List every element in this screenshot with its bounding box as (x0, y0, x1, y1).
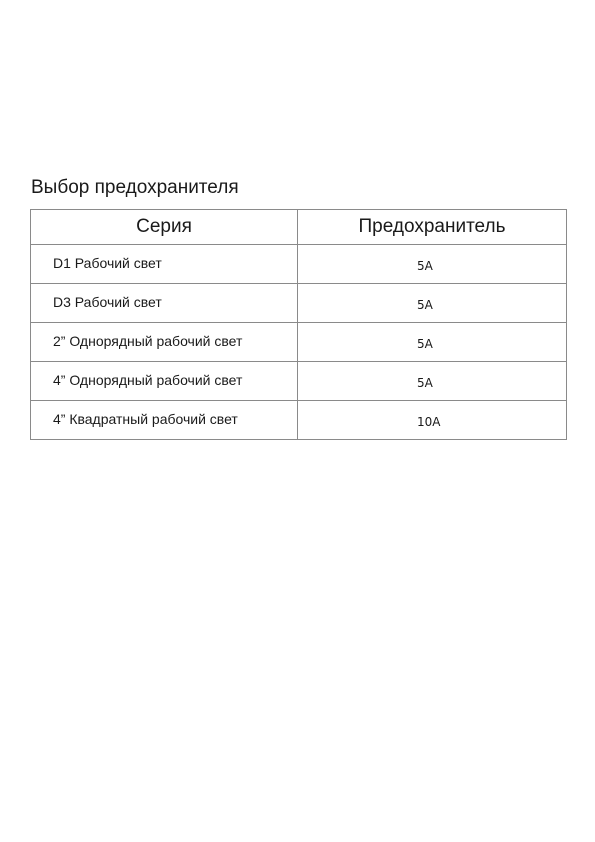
series-cell: 2” Однорядный рабочий свет (31, 323, 298, 362)
series-cell: 4” Однорядный рабочий свет (31, 362, 298, 401)
fuse-selection-table (30, 209, 567, 440)
table-row (31, 401, 567, 440)
fuse-cell: 5A (298, 245, 567, 284)
column-header-series: Серия (31, 210, 298, 245)
table-header-row (31, 210, 567, 245)
fuse-cell: 10A (298, 401, 567, 440)
series-cell: D1 Рабочий свет (31, 245, 298, 284)
table-row (31, 245, 567, 284)
series-cell: 4” Квадратный рабочий свет (31, 401, 298, 440)
table-row (31, 362, 567, 401)
series-cell: D3 Рабочий свет (31, 284, 298, 323)
table-row (31, 323, 567, 362)
fuse-cell: 5A (298, 284, 567, 323)
fuse-cell: 5A (298, 323, 567, 362)
column-header-fuse: Предохранитель (298, 210, 567, 245)
section-title: Выбор предохранителя (31, 177, 239, 198)
table-row (31, 284, 567, 323)
fuse-cell: 5A (298, 362, 567, 401)
